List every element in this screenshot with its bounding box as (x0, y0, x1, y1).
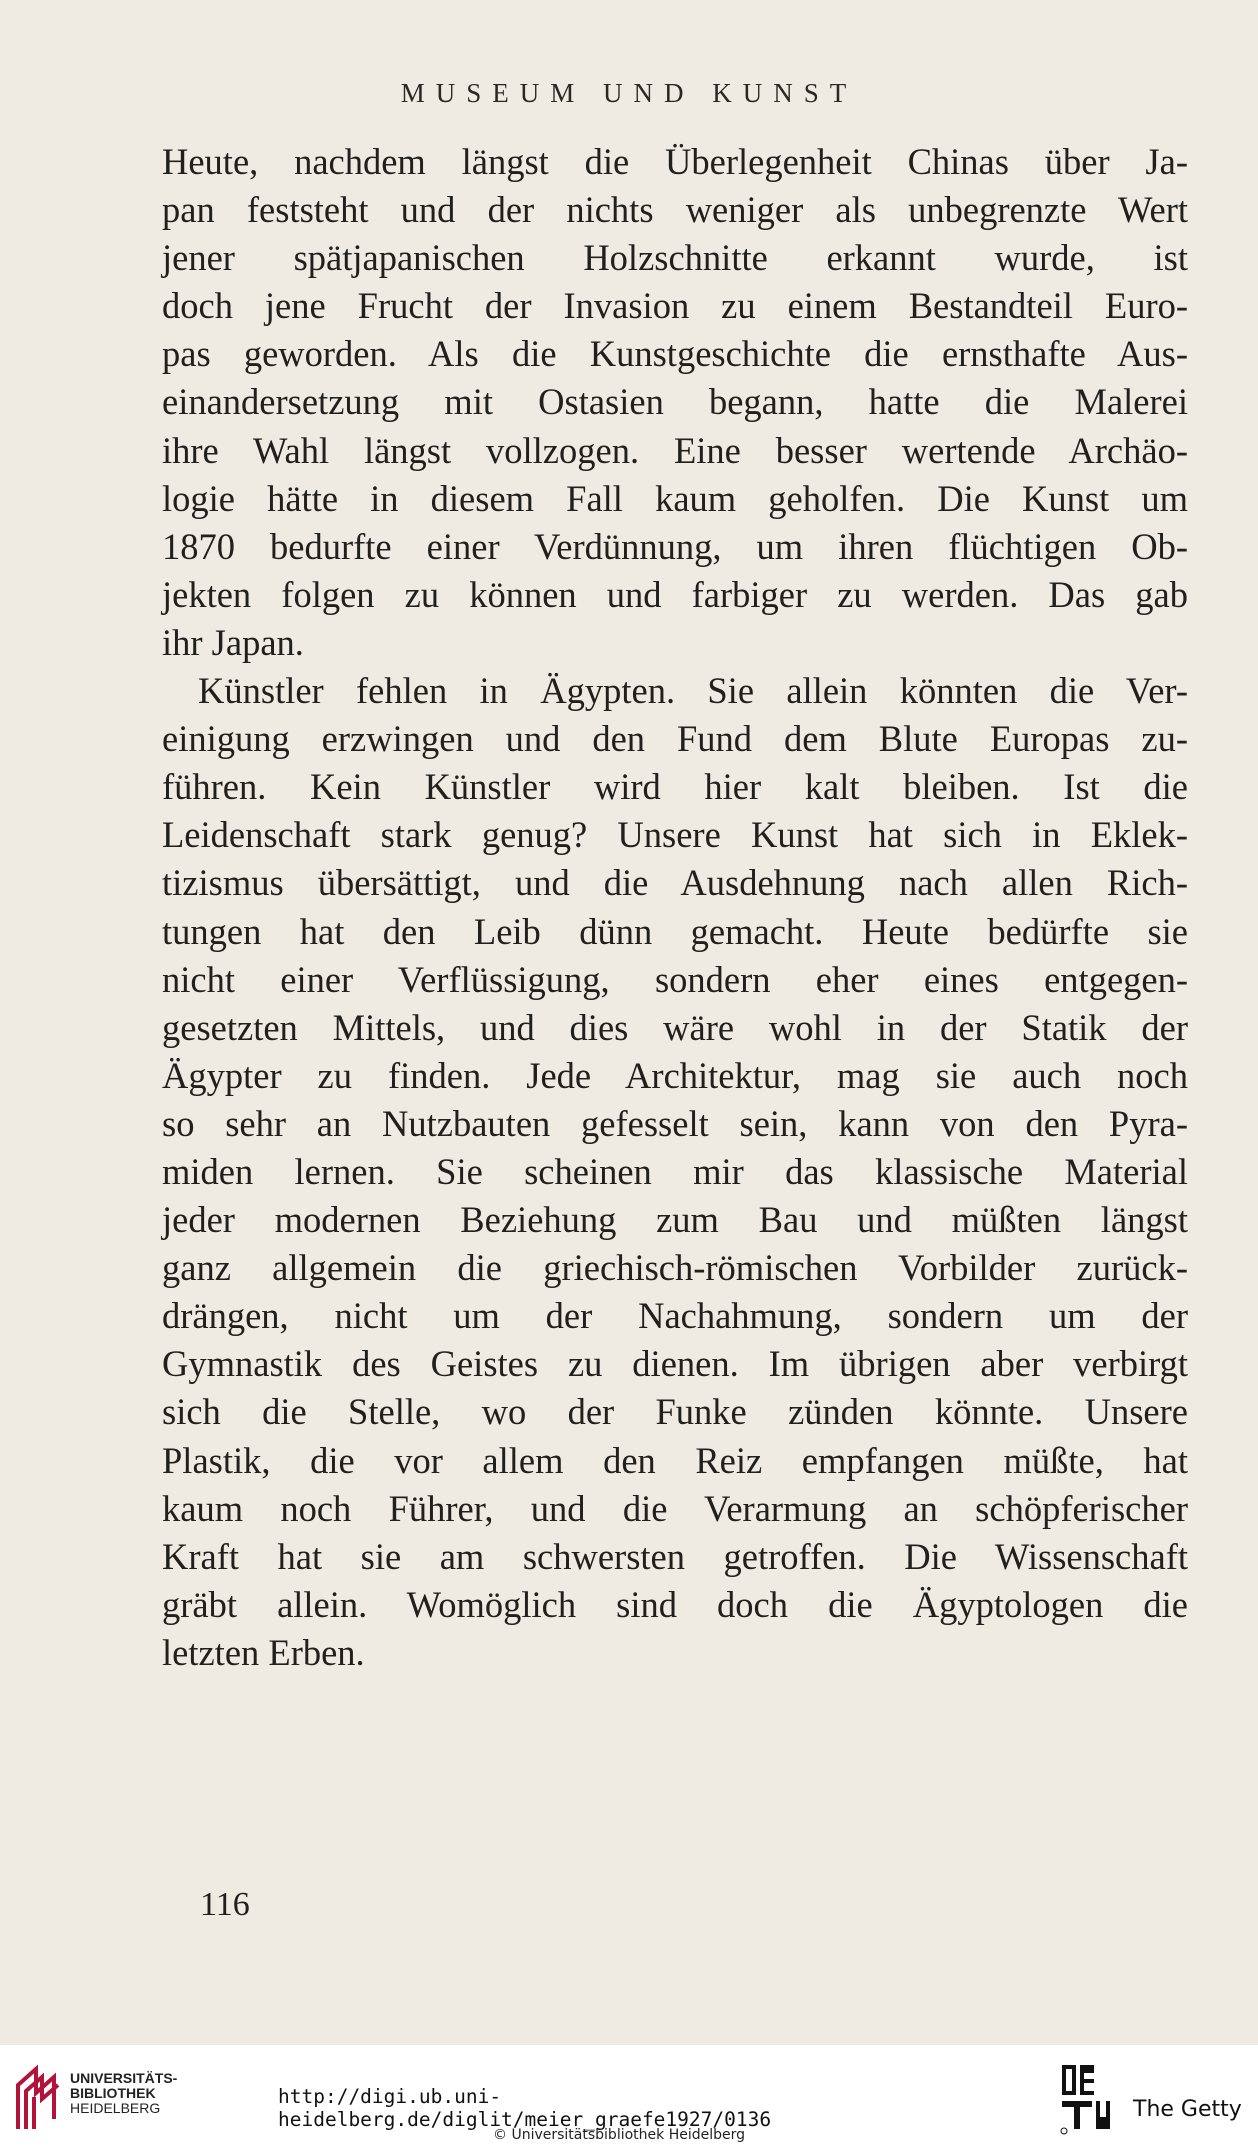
getty-label: The Getty (1133, 2097, 1242, 2122)
text-line: Kraft hat sie am schwersten getroffen. Die Wissenschaft (162, 1535, 1188, 1577)
getty-logo-icon (1058, 2059, 1114, 2135)
library-name-line-3: HEIDELBERG (70, 2100, 161, 2116)
footer (0, 2045, 1258, 2147)
text-line: führen. Kein Künstler wird hier kalt bleiben. Ist die (162, 766, 1188, 808)
text-line: 1870 bedurfte einer Verdünnung, um ihren flüchtigen Ob- (162, 525, 1188, 567)
text-line: jener spätjapanischen Holzschnitte erkannt wurde, ist (162, 237, 1188, 279)
text-line: tizismus übersättigt, und die Ausdehnung nach allen Rich- (162, 862, 1188, 904)
text-line: drängen, nicht um der Nachahmung, sondern um der (162, 1295, 1188, 1337)
text-line: Heute, nachdem längst die Überlegenheit Chinas über Ja- (162, 141, 1188, 182)
text-line: ihre Wahl längst vollzogen. Eine besser wertende Archäo- (162, 429, 1188, 471)
text-line: so sehr an Nutzbauten gefesselt sein, kann von den Pyra- (162, 1102, 1188, 1144)
text-line: miden lernen. Sie scheinen mir das klassische Material (162, 1150, 1188, 1192)
text-line: letzten Erben. (162, 1631, 365, 1673)
text-line: kaum noch Führer, und die Verarmung an schöpferischer (162, 1487, 1188, 1529)
text-line: gräbt allein. Womöglich sind doch die Ägyptologen die (162, 1583, 1188, 1625)
text-line: jeder modernen Beziehung zum Bau und müßten längst (162, 1199, 1188, 1241)
copyright-notice: © Universitätsbibliothek Heidelberg (493, 2127, 746, 2143)
paragraph-1 (162, 138, 1188, 667)
text-line: Gymnastik des Geistes zu dienen. Im übrigen aber verbirgt (162, 1343, 1188, 1385)
text-line: ganz allgemein die griechisch-römischen Vorbilder zurück- (162, 1247, 1188, 1289)
text-line: Plastik, die vor allem den Reiz empfangen müßte, hat (162, 1439, 1188, 1481)
permalink-url[interactable]: http://digi.ub.uni-heidelberg.de/diglit/meier_graefe1927/0136 (278, 2085, 772, 2131)
text-line: doch jene Frucht der Invasion zu einem Bestandteil Euro- (162, 285, 1188, 327)
page-number: 116 (200, 1886, 250, 1923)
library-name-line-2: BIBLIOTHEK (70, 2085, 156, 2101)
text-line: tungen hat den Leib dünn gemacht. Heute bedürfte sie (162, 910, 1188, 952)
body-text (162, 138, 1188, 1677)
text-line: pan feststeht und der nichts weniger als unbegrenzte Wert (162, 189, 1188, 231)
running-head: MUSEUM UND KUNST (400, 78, 858, 108)
text-line: Künstler fehlen in Ägypten. Sie allein könnten die Ver- (198, 670, 1188, 712)
text-line: gesetzten Mittels, und dies wäre wohl in der Statik der (162, 1006, 1188, 1048)
text-line: logie hätte in diesem Fall kaum geholfen. Die Kunst um (162, 477, 1188, 519)
library-name-line-1: UNIVERSITÄTS- (70, 2070, 178, 2086)
text-line: nicht einer Verflüssigung, sondern eher eines entgegen- (162, 958, 1188, 1000)
text-line: jekten folgen zu können und farbiger zu werden. Das gab (162, 573, 1188, 615)
text-line: einandersetzung mit Ostasien begann, hatte die Malerei (162, 381, 1188, 423)
text-line: einigung erzwingen und den Fund dem Blute Europas zu- (162, 718, 1188, 760)
paragraph-2 (162, 667, 1188, 1677)
text-line: ihr Japan. (162, 621, 304, 663)
library-name (70, 2071, 177, 2116)
text-line: pas geworden. Als die Kunstgeschichte die ernsthafte Aus- (162, 333, 1188, 375)
text-line: Ägypter zu finden. Jede Architektur, mag sie auch noch (162, 1054, 1188, 1096)
text-line: sich die Stelle, wo der Funke zünden könnte. Unsere (162, 1391, 1188, 1433)
university-library-logo-icon (12, 2063, 62, 2133)
text-line: Leidenschaft stark genug? Unsere Kunst hat sich in Eklek- (162, 814, 1188, 856)
